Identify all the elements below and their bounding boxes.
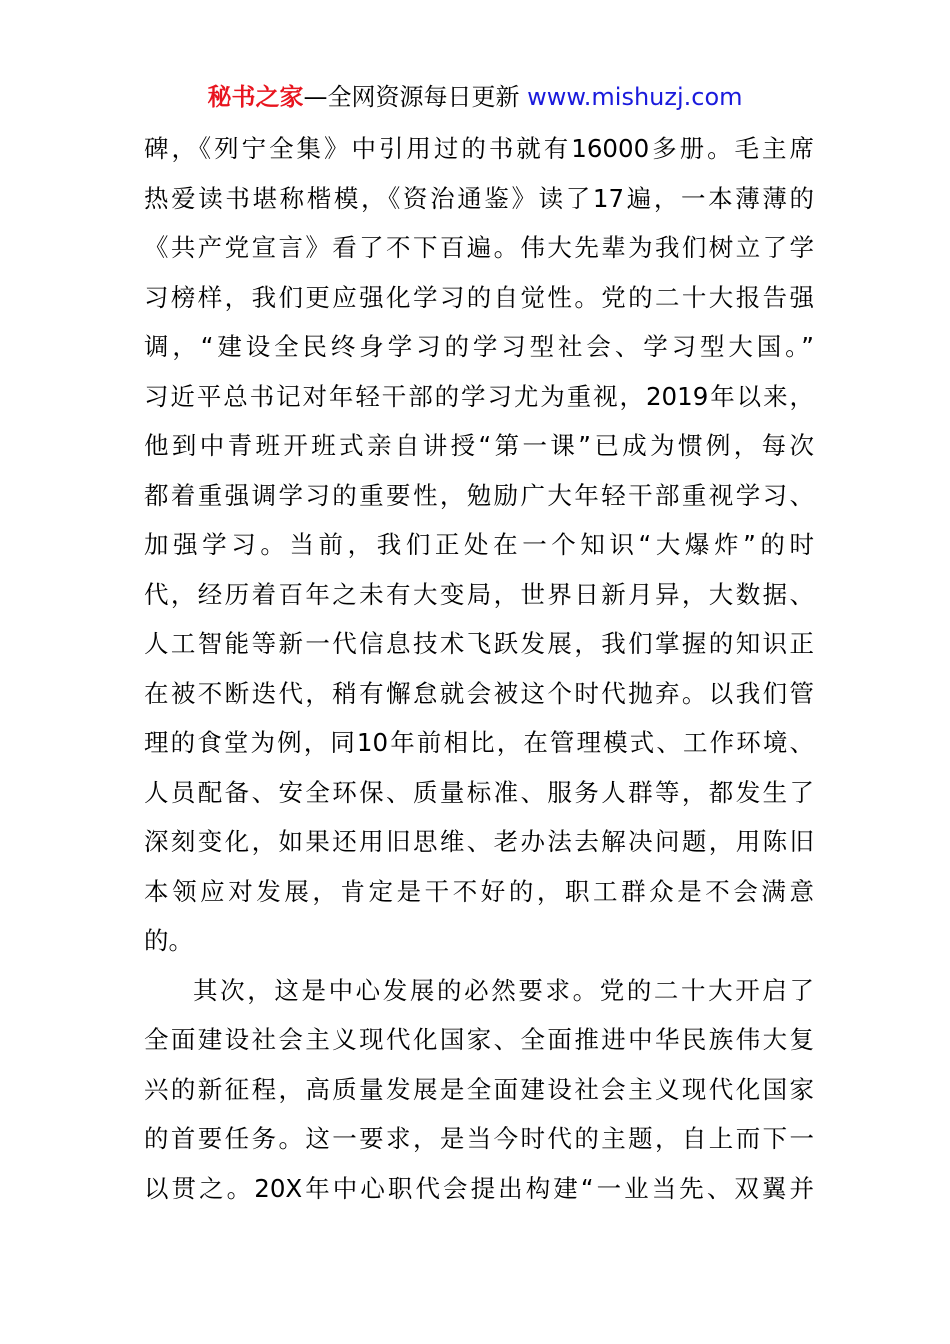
text-line: 深刻变化，如果还用旧思维、老办法去解决问题，用陈旧 — [144, 827, 814, 856]
text-line: 全面建设社会主义现代化国家、全面推进中华民族伟大复 — [144, 1025, 814, 1054]
text-line: 兴的新征程，高质量发展是全面建设社会主义现代化国家 — [144, 1074, 814, 1104]
site-url-link[interactable]: www.mishuzj.com — [527, 83, 743, 111]
text-line: 加强学习。当前，我们正处在一个知识“大爆炸”的时 — [144, 530, 814, 559]
text-line: 碑，《列宁全集》中引用过的书就有16000多册。毛主席 — [144, 134, 814, 163]
paragraph-first-line: 其次，这是中心发展的必然要求。党的二十大开启了 — [193, 975, 814, 1005]
text-line: 《共产党宣言》看了不下百遍。伟大先辈为我们树立了学 — [144, 233, 814, 262]
text-line: 调，“建设全民终身学习的学习型社会、学习型大国。” — [144, 332, 814, 361]
paragraph-end-line: 的。 — [144, 926, 193, 955]
document-body — [144, 124, 814, 1213]
text-line: 在被不断迭代，稍有懈怠就会被这个时代抛弃。以我们管 — [144, 678, 814, 708]
site-tagline: —全网资源每日更新 — [303, 83, 528, 111]
text-line: 习榜样，我们更应强化学习的自觉性。党的二十大报告强 — [144, 282, 814, 312]
text-line: 热爱读书堪称楷模，《资治通鉴》读了17遍，一本薄薄的 — [144, 183, 814, 213]
text-line: 以贯之。20X年中心职代会提出构建“一业当先、双翼并 — [144, 1173, 814, 1203]
text-line: 都着重强调学习的重要性，勉励广大年轻干部重视学习、 — [144, 480, 814, 510]
text-line: 人员配备、安全环保、质量标准、服务人群等，都发生了 — [144, 777, 814, 807]
text-line: 的首要任务。这一要求，是当今时代的主题，自上而下一 — [144, 1124, 814, 1153]
text-line: 人工智能等新一代信息技术飞跃发展，我们掌握的知识正 — [144, 629, 814, 658]
site-brand: 秘书之家 — [207, 83, 304, 111]
text-line: 理的食堂为例，同10年前相比，在管理模式、工作环境、 — [144, 728, 814, 757]
page-header — [0, 80, 950, 114]
text-line: 他到中青班开班式亲自讲授“第一课”已成为惯例，每次 — [144, 431, 814, 460]
text-line: 本领应对发展，肯定是干不好的，职工群众是不会满意 — [144, 876, 814, 906]
text-line: 习近平总书记对年轻干部的学习尤为重视，2019年以来， — [144, 381, 814, 411]
text-line: 代，经历着百年之未有大变局，世界日新月异，大数据、 — [144, 579, 814, 609]
